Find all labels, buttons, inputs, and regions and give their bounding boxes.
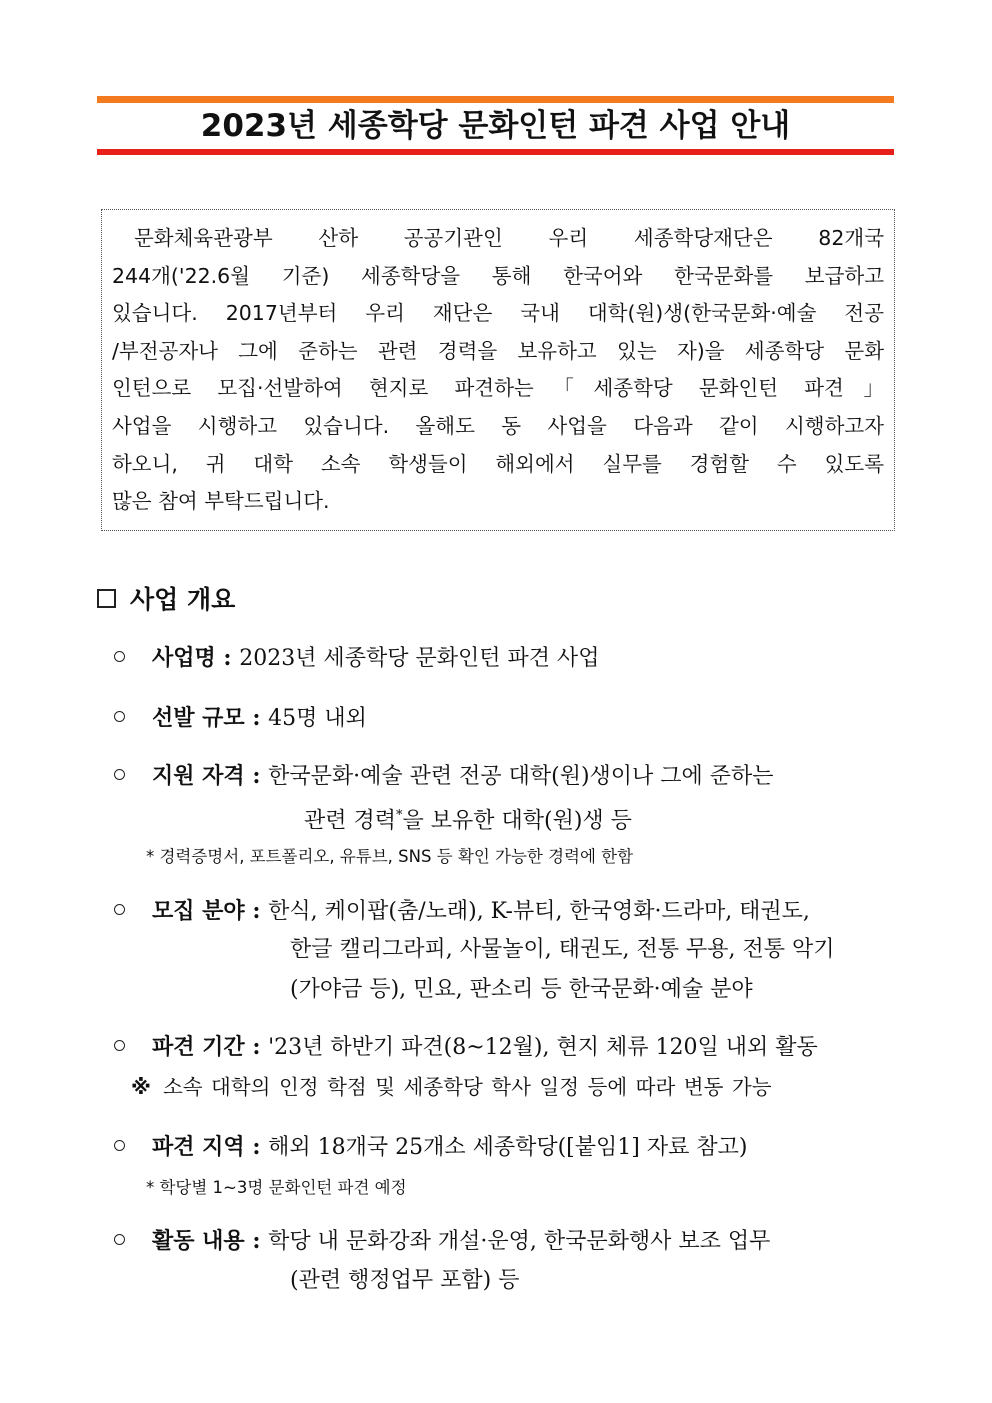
item-value: 2023년 세종학당 문화인턴 파견 사업 [239, 646, 600, 671]
item-value: 학당 내 문화강좌 개설·운영, 한국문화행사 보조 업무 [268, 1229, 771, 1254]
item-continuation [304, 796, 632, 836]
intro-line: 사업을 시행하고 있습니다. 올해도 동 사업을 다음과 같이 시행하고자 [112, 413, 884, 438]
qualification-text: 관련 경력 [304, 808, 397, 834]
section-heading [97, 580, 235, 616]
page-title: 2023년 세종학당 문화인턴 파견 사업 안내 [200, 108, 791, 144]
item-value: 한국문화·예술 관련 전공 대학(원)생이나 그에 준하는 [268, 764, 774, 789]
item-label: 파견 지역 : [152, 1134, 269, 1160]
item-label: 파견 기간 : [152, 1034, 269, 1060]
circle-bullet-icon [114, 711, 125, 722]
item-selection-scale [108, 698, 367, 738]
footnote-mark: * [396, 808, 403, 823]
item-dispatch-region [108, 1127, 747, 1167]
intro-line: 문화체육관광부 산하 공공기관인 우리 세종학당재단은 82개국 [134, 226, 884, 250]
period-reference-note [131, 1070, 772, 1100]
item-label: 선발 규모 : [152, 705, 269, 731]
intro-line: 244개('22.6월 기준) 세종학당을 통해 한국어와 한국문화를 보급하고 [112, 263, 884, 288]
item-recruitment-field [108, 891, 810, 931]
intro-line: 인턴으로 모집·선발하여 현지로 파견하는「세종학당 문화인턴 파견」 [112, 376, 884, 401]
section-title: 사업 개요 [130, 585, 236, 614]
intro-box [101, 209, 895, 531]
item-continuation: (관련 행정업무 포함) 등 [290, 1268, 520, 1293]
title-top-bar [97, 96, 894, 103]
circle-bullet-icon [114, 1140, 125, 1151]
item-label: 모집 분야 : [152, 898, 269, 924]
item-activity [108, 1221, 770, 1261]
intro-line: 많은 참여 부탁드립니다. [112, 489, 330, 514]
title-bottom-bar [97, 149, 894, 155]
circle-bullet-icon [114, 651, 125, 662]
circle-bullet-icon [114, 769, 125, 780]
item-value: 해외 18개국 25개소 세종학당([붙임1] 자료 참고) [268, 1135, 748, 1160]
circle-bullet-icon [114, 904, 125, 915]
checkbox-icon [97, 589, 116, 608]
item-value: 45명 내외 [268, 706, 367, 731]
intro-line: 하오니, 귀 대학 소속 학생들이 해외에서 실무를 경험할 수 있도록 [112, 451, 884, 476]
item-business-name [108, 638, 599, 678]
qualification-note: * 경력증명서, 포트폴리오, 유튜브, SNS 등 확인 가능한 경력에 한함 [146, 847, 634, 866]
circle-bullet-icon [114, 1234, 125, 1245]
item-dispatch-period [108, 1027, 818, 1067]
item-label: 지원 자격 : [152, 763, 269, 789]
item-qualification [108, 756, 774, 796]
item-continuation: 한글 캘리그라피, 사물놀이, 태권도, 전통 무용, 전통 악기 [290, 937, 835, 962]
reference-text: 소속 대학의 인정 학점 및 세종학당 학사 일정 등에 따라 변동 가능 [162, 1075, 772, 1099]
reference-mark-icon: ※ [131, 1075, 151, 1099]
item-value: '23년 하반기 파견(8~12월), 현지 체류 120일 내외 활동 [268, 1035, 818, 1060]
item-continuation: (가야금 등), 민요, 판소리 등 한국문화·예술 분야 [290, 977, 753, 1002]
title-banner [97, 96, 894, 155]
item-value: 한식, 케이팝(춤/노래), K-뷰티, 한국영화·드라마, 태권도, [268, 899, 810, 924]
item-label: 활동 내용 : [152, 1228, 269, 1254]
qualification-text: 을 보유한 대학(원)생 등 [402, 808, 632, 834]
item-label: 사업명 : [152, 645, 240, 671]
circle-bullet-icon [114, 1040, 125, 1051]
intro-line: /부전공자나 그에 준하는 관련 경력을 보유하고 있는 자)을 세종학당 문화 [112, 338, 884, 363]
intro-line: 있습니다. 2017년부터 우리 재단은 국내 대학(원)생(한국문화·예술 전공 [112, 301, 884, 326]
region-note: * 학당별 1~3명 문화인턴 파견 예정 [146, 1178, 407, 1197]
